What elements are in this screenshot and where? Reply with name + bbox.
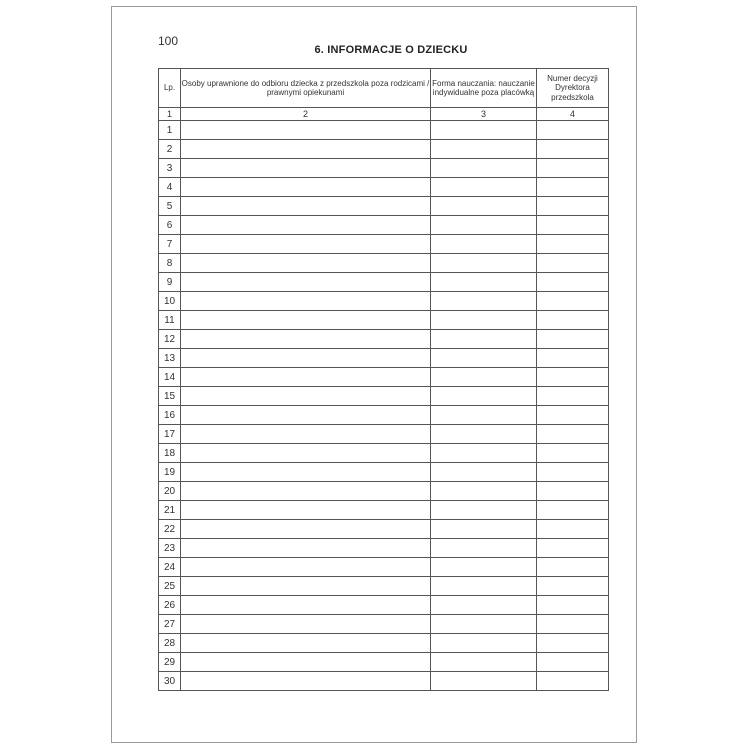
table-row: [159, 444, 609, 463]
row-number: 23: [159, 539, 181, 558]
row-number: 20: [159, 482, 181, 501]
section-title: 6. INFORMACJE O DZIECKU: [314, 44, 468, 56]
row-number: 22: [159, 520, 181, 539]
authorized-person-cell[interactable]: [181, 482, 431, 501]
table-row: [159, 216, 609, 235]
row-number: 24: [159, 558, 181, 577]
authorized-person-cell[interactable]: [181, 444, 431, 463]
page-number: 100: [158, 34, 179, 48]
teaching-form-cell[interactable]: [431, 197, 537, 216]
table-row: [159, 634, 609, 653]
table-row: [159, 577, 609, 596]
row-number: 2: [159, 140, 181, 159]
authorized-person-cell[interactable]: [181, 197, 431, 216]
decision-number-cell[interactable]: [537, 558, 609, 577]
teaching-form-cell[interactable]: [431, 558, 537, 577]
authorized-person-cell[interactable]: [181, 425, 431, 444]
decision-number-cell[interactable]: [537, 444, 609, 463]
table-row: [159, 197, 609, 216]
decision-number-cell[interactable]: [537, 121, 609, 140]
teaching-form-cell[interactable]: [431, 577, 537, 596]
decision-number-cell[interactable]: [537, 577, 609, 596]
table-row: [159, 140, 609, 159]
authorized-person-cell[interactable]: [181, 159, 431, 178]
row-number: 12: [159, 330, 181, 349]
table-row: [159, 292, 609, 311]
row-number: 5: [159, 197, 181, 216]
column-number-row: [159, 108, 609, 121]
teaching-form-cell[interactable]: [431, 235, 537, 254]
decision-number-cell[interactable]: [537, 330, 609, 349]
column-number: 2: [181, 108, 431, 121]
teaching-form-cell[interactable]: [431, 387, 537, 406]
decision-number-cell[interactable]: [537, 273, 609, 292]
teaching-form-cell[interactable]: [431, 292, 537, 311]
row-number: 3: [159, 159, 181, 178]
row-number: 6: [159, 216, 181, 235]
teaching-form-cell[interactable]: [431, 121, 537, 140]
row-number: 29: [159, 653, 181, 672]
decision-number-cell[interactable]: [537, 425, 609, 444]
authorized-person-cell[interactable]: [181, 520, 431, 539]
table-row: [159, 482, 609, 501]
table-body: [159, 121, 609, 691]
teaching-form-cell[interactable]: [431, 596, 537, 615]
row-number: 25: [159, 577, 181, 596]
teaching-form-cell[interactable]: [431, 406, 537, 425]
authorized-person-cell[interactable]: [181, 349, 431, 368]
decision-number-cell[interactable]: [537, 501, 609, 520]
authorized-person-cell[interactable]: [181, 577, 431, 596]
decision-number-cell[interactable]: [537, 634, 609, 653]
row-number: 9: [159, 273, 181, 292]
row-number: 7: [159, 235, 181, 254]
authorized-person-cell[interactable]: [181, 501, 431, 520]
row-number: 10: [159, 292, 181, 311]
authorized-person-cell[interactable]: [181, 178, 431, 197]
table-row: [159, 387, 609, 406]
table-row: [159, 159, 609, 178]
table-row: [159, 539, 609, 558]
header-teaching-form: Forma nauczania: nauczanie indywidualne poza placówką: [431, 69, 537, 108]
table-row: [159, 349, 609, 368]
authorized-person-cell[interactable]: [181, 672, 431, 691]
row-number: 18: [159, 444, 181, 463]
column-number: 1: [159, 108, 181, 121]
teaching-form-cell[interactable]: [431, 520, 537, 539]
header-authorized-persons: Osoby uprawnione do odbioru dziecka z przedszkola poza rodzicami / prawnymi opiekunami: [181, 69, 431, 108]
teaching-form-cell[interactable]: [431, 672, 537, 691]
table-row: [159, 615, 609, 634]
row-number: 1: [159, 121, 181, 140]
table-row: [159, 558, 609, 577]
decision-number-cell[interactable]: [537, 463, 609, 482]
authorized-person-cell[interactable]: [181, 140, 431, 159]
table-row: [159, 520, 609, 539]
authorized-person-cell[interactable]: [181, 330, 431, 349]
row-number: 15: [159, 387, 181, 406]
teaching-form-cell[interactable]: [431, 178, 537, 197]
authorized-person-cell[interactable]: [181, 292, 431, 311]
authorized-person-cell[interactable]: [181, 254, 431, 273]
authorized-person-cell[interactable]: [181, 121, 431, 140]
row-number: 11: [159, 311, 181, 330]
decision-number-cell[interactable]: [537, 140, 609, 159]
authorized-person-cell[interactable]: [181, 615, 431, 634]
teaching-form-cell[interactable]: [431, 444, 537, 463]
table-row: [159, 273, 609, 292]
authorized-person-cell[interactable]: [181, 216, 431, 235]
authorized-person-cell[interactable]: [181, 634, 431, 653]
teaching-form-cell[interactable]: [431, 159, 537, 178]
decision-number-cell[interactable]: [537, 311, 609, 330]
row-number: 4: [159, 178, 181, 197]
authorized-person-cell[interactable]: [181, 539, 431, 558]
child-info-table: [158, 68, 609, 691]
row-number: 30: [159, 672, 181, 691]
column-number: 3: [431, 108, 537, 121]
header-decision-number: Numer decyzji Dyrektora przedszkola: [537, 69, 609, 108]
teaching-form-cell[interactable]: [431, 216, 537, 235]
teaching-form-cell[interactable]: [431, 330, 537, 349]
table-row: [159, 254, 609, 273]
teaching-form-cell[interactable]: [431, 425, 537, 444]
authorized-person-cell[interactable]: [181, 387, 431, 406]
authorized-person-cell[interactable]: [181, 463, 431, 482]
decision-number-cell[interactable]: [537, 615, 609, 634]
teaching-form-cell[interactable]: [431, 482, 537, 501]
teaching-form-cell[interactable]: [431, 463, 537, 482]
teaching-form-cell[interactable]: [431, 368, 537, 387]
row-number: 16: [159, 406, 181, 425]
decision-number-cell[interactable]: [537, 368, 609, 387]
row-number: 27: [159, 615, 181, 634]
decision-number-cell[interactable]: [537, 178, 609, 197]
table-row: [159, 463, 609, 482]
teaching-form-cell[interactable]: [431, 539, 537, 558]
authorized-person-cell[interactable]: [181, 653, 431, 672]
authorized-person-cell[interactable]: [181, 406, 431, 425]
table-row: [159, 178, 609, 197]
authorized-person-cell[interactable]: [181, 273, 431, 292]
row-number: 8: [159, 254, 181, 273]
table-row: [159, 330, 609, 349]
authorized-person-cell[interactable]: [181, 596, 431, 615]
table-row: [159, 672, 609, 691]
table-header-row: [159, 69, 609, 108]
row-number: 13: [159, 349, 181, 368]
decision-number-cell[interactable]: [537, 349, 609, 368]
decision-number-cell[interactable]: [537, 292, 609, 311]
teaching-form-cell[interactable]: [431, 501, 537, 520]
teaching-form-cell[interactable]: [431, 634, 537, 653]
teaching-form-cell[interactable]: [431, 140, 537, 159]
table-row: [159, 425, 609, 444]
decision-number-cell[interactable]: [537, 235, 609, 254]
authorized-person-cell[interactable]: [181, 368, 431, 387]
teaching-form-cell[interactable]: [431, 273, 537, 292]
row-number: 26: [159, 596, 181, 615]
teaching-form-cell[interactable]: [431, 311, 537, 330]
table-row: [159, 406, 609, 425]
decision-number-cell[interactable]: [537, 406, 609, 425]
teaching-form-cell[interactable]: [431, 653, 537, 672]
table-row: [159, 121, 609, 140]
table-row: [159, 596, 609, 615]
decision-number-cell[interactable]: [537, 482, 609, 501]
decision-number-cell[interactable]: [537, 539, 609, 558]
table-row: [159, 653, 609, 672]
authorized-person-cell[interactable]: [181, 558, 431, 577]
table-row: [159, 235, 609, 254]
table-row: [159, 368, 609, 387]
column-number: 4: [537, 108, 609, 121]
decision-number-cell[interactable]: [537, 596, 609, 615]
decision-number-cell[interactable]: [537, 159, 609, 178]
decision-number-cell[interactable]: [537, 520, 609, 539]
decision-number-cell[interactable]: [537, 254, 609, 273]
table-row: [159, 501, 609, 520]
authorized-person-cell[interactable]: [181, 235, 431, 254]
row-number: 17: [159, 425, 181, 444]
decision-number-cell[interactable]: [537, 216, 609, 235]
table-row: [159, 311, 609, 330]
teaching-form-cell[interactable]: [431, 254, 537, 273]
decision-number-cell[interactable]: [537, 387, 609, 406]
row-number: 14: [159, 368, 181, 387]
header-lp: Lp.: [159, 69, 181, 108]
decision-number-cell[interactable]: [537, 672, 609, 691]
row-number: 19: [159, 463, 181, 482]
teaching-form-cell[interactable]: [431, 615, 537, 634]
row-number: 28: [159, 634, 181, 653]
row-number: 21: [159, 501, 181, 520]
decision-number-cell[interactable]: [537, 653, 609, 672]
authorized-person-cell[interactable]: [181, 311, 431, 330]
decision-number-cell[interactable]: [537, 197, 609, 216]
teaching-form-cell[interactable]: [431, 349, 537, 368]
